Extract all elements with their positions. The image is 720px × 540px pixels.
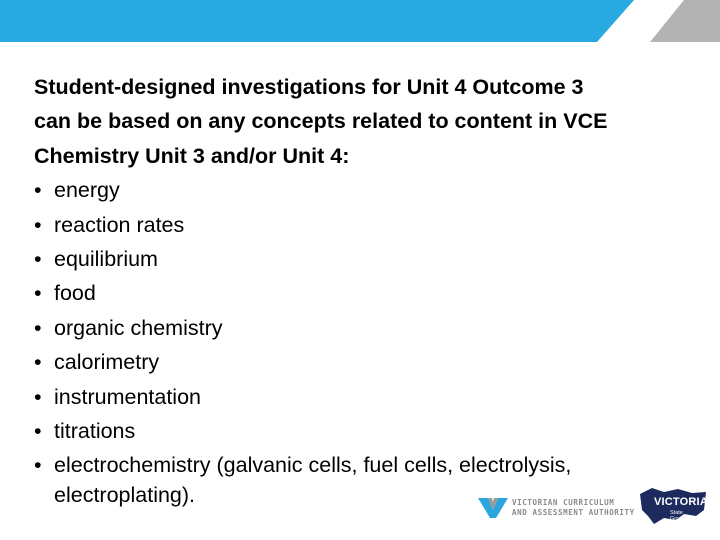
heading-line-2: can be based on any concepts related to content in VCE [34,109,608,134]
vic-sub-line-1: State [670,510,683,516]
bullet-glyph: • [34,350,42,375]
vcaa-line-1: VICTORIAN CURRICULUM [512,498,615,507]
top-banner [0,0,720,42]
list-item-text: reaction rates [54,212,185,237]
topic-list [34,173,694,510]
list-item [34,276,694,310]
banner-blue-band [0,0,634,42]
list-item-text: calorimetry [54,350,160,375]
bullet-glyph: • [34,419,42,444]
list-item-text-line-1: electrochemistry (galvanic cells, fuel cells, electrolysis, [54,453,572,478]
list-item [34,345,694,379]
list-item-text: titrations [54,419,136,444]
list-item [34,380,694,414]
bullet-glyph: • [34,315,42,340]
bullet-glyph: • [34,281,42,306]
victoria-state-government-logo [640,488,706,526]
list-item [34,414,694,448]
heading-line-3: Chemistry Unit 3 and/or Unit 4: [34,143,350,168]
heading-line-1: Student-designed investigations for Unit 4 Outcome 3 [34,75,584,99]
victoria-wordmark: VICTORIA [654,496,708,508]
vcaa-chevron-icon [478,496,508,520]
slide-content [34,70,694,510]
vcaa-line-2: AND ASSESSMENT AUTHORITY [512,508,635,517]
list-item-text: instrumentation [54,384,201,409]
list-item [34,311,694,345]
list-item-text: equilibrium [54,247,158,272]
slide-heading [34,70,694,173]
bullet-glyph: • [34,453,42,478]
vcaa-wordmark [512,498,635,518]
bullet-glyph: • [34,247,42,272]
list-item [34,208,694,242]
bullet-glyph: • [34,384,42,409]
bullet-glyph: • [34,212,42,237]
state-government-text [670,510,700,522]
vcaa-logo [478,490,635,526]
list-item-text: organic chemistry [54,315,223,340]
banner-grey-band [650,0,720,42]
list-item-text-line-2: electroplating). [54,483,196,508]
vic-sub-line-2: Government [670,516,701,522]
list-item-text: energy [54,178,120,203]
list-item [34,242,694,276]
bullet-glyph: • [34,178,42,203]
list-item [34,173,694,207]
list-item-text: food [54,281,96,306]
